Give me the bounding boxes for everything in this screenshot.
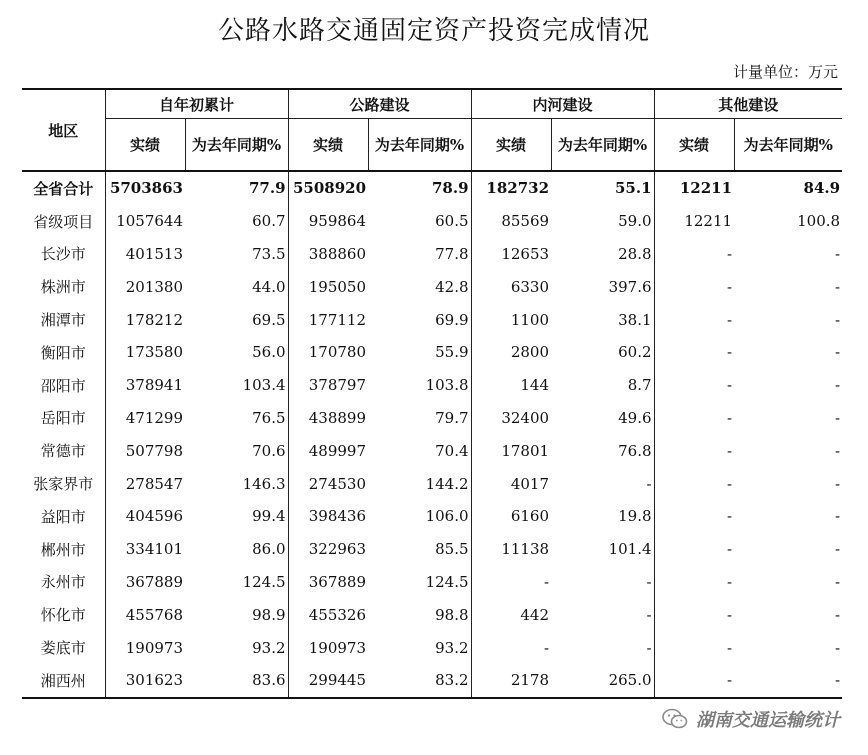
cell-total: 173580 xyxy=(105,336,185,369)
cell-total: 201380 xyxy=(105,270,185,303)
region-name: 郴州市 xyxy=(40,540,86,559)
cell-total-pct: 76.5 xyxy=(252,408,286,427)
cell-total-pct: 56.0 xyxy=(252,343,286,362)
cell-river-pct: 60.2 xyxy=(618,343,652,362)
header-yoy: 为去年同期% xyxy=(551,119,654,172)
header-actual: 实绩 xyxy=(654,119,734,172)
cell-total-pct: 73.5 xyxy=(252,244,286,263)
region-name: 湘潭市 xyxy=(40,311,86,330)
table-row xyxy=(22,500,842,533)
cell-river: 85569 xyxy=(471,205,551,238)
cell-other-pct: 100.8 xyxy=(797,212,841,231)
cell-total-pct: 103.4 xyxy=(242,376,286,395)
cell-river: 6160 xyxy=(471,500,551,533)
cell-other: - xyxy=(654,631,734,664)
cell-other-pct: 84.9 xyxy=(803,179,841,198)
cell-other-pct: - xyxy=(734,664,842,698)
cell-other: - xyxy=(654,270,734,303)
cell-total: 334101 xyxy=(105,533,185,566)
cell-total-pct: 60.7 xyxy=(252,212,286,231)
cell-road: 170780 xyxy=(288,336,368,369)
cell-other-pct: - xyxy=(834,572,841,591)
cell-total: 378941 xyxy=(105,369,185,402)
cell-river: - xyxy=(471,566,551,599)
cell-total: 178212 xyxy=(105,303,185,336)
region-name: 株洲市 xyxy=(40,278,86,297)
cell-road-pct: 78.9 xyxy=(431,179,469,198)
table-row xyxy=(22,205,842,238)
cell-river: 11138 xyxy=(471,533,551,566)
table-row xyxy=(22,664,842,698)
cell-road-pct: 42.8 xyxy=(435,277,469,296)
cell-road-pct: 83.2 xyxy=(368,664,471,698)
table-row xyxy=(22,467,842,500)
header-group-ytd: 自年初累计 xyxy=(105,89,288,119)
header-actual: 实绩 xyxy=(288,119,368,172)
header-actual: 实绩 xyxy=(471,119,551,172)
table-body xyxy=(22,171,842,698)
cell-river: 17801 xyxy=(471,434,551,467)
cell-other-pct: - xyxy=(834,540,841,559)
cell-other: 12211 xyxy=(654,205,734,238)
cell-road: 177112 xyxy=(288,303,368,336)
wechat-icon xyxy=(662,708,688,730)
cell-road-pct: 98.8 xyxy=(435,605,469,624)
header-group-other: 其他建设 xyxy=(654,89,842,119)
cell-other-pct: - xyxy=(834,277,841,296)
region-name: 湘西州 xyxy=(22,664,105,698)
cell-other: 12211 xyxy=(654,171,734,205)
cell-river: - xyxy=(471,631,551,664)
cell-road-pct: 93.2 xyxy=(435,638,469,657)
cell-total-pct: 99.4 xyxy=(252,507,286,526)
cell-total-pct: 70.6 xyxy=(252,441,286,460)
region-name: 岳阳市 xyxy=(40,409,86,428)
cell-total: 507798 xyxy=(105,434,185,467)
region-name: 张家界市 xyxy=(33,475,94,494)
header-yoy: 为去年同期% xyxy=(185,119,288,172)
table-row xyxy=(22,434,842,467)
cell-river: 2178 xyxy=(471,664,551,698)
cell-road-pct: 79.7 xyxy=(435,408,469,427)
region-name: 永州市 xyxy=(40,573,86,592)
cell-other: - xyxy=(654,500,734,533)
header-area: 地区 xyxy=(22,89,105,171)
cell-river: 2800 xyxy=(471,336,551,369)
cell-total-pct: 93.2 xyxy=(252,638,286,657)
cell-road-pct: 106.0 xyxy=(425,507,469,526)
table-row xyxy=(22,336,842,369)
region-name: 常德市 xyxy=(40,442,86,461)
cell-road: 388860 xyxy=(288,238,368,271)
table-row xyxy=(22,270,842,303)
cell-other-pct: - xyxy=(834,310,841,329)
cell-river: 1100 xyxy=(471,303,551,336)
cell-total: 471299 xyxy=(105,402,185,435)
cell-total: 401513 xyxy=(105,238,185,271)
region-name: 娄底市 xyxy=(40,639,86,658)
table-row xyxy=(22,631,842,664)
cell-road: 438899 xyxy=(288,402,368,435)
cell-total-pct: 98.9 xyxy=(252,605,286,624)
table-header xyxy=(22,89,842,171)
cell-river-pct: 19.8 xyxy=(618,507,652,526)
region-name: 邵阳市 xyxy=(40,376,86,395)
table-row xyxy=(22,533,842,566)
cell-other: - xyxy=(654,303,734,336)
cell-other: - xyxy=(654,533,734,566)
cell-total: 301623 xyxy=(105,664,185,698)
unit-label: 计量单位：万元 xyxy=(732,63,838,81)
cell-river: 6330 xyxy=(471,270,551,303)
table-row xyxy=(22,369,842,402)
cell-road: 190973 xyxy=(288,631,368,664)
cell-road: 455326 xyxy=(288,598,368,631)
cell-road-pct: 103.8 xyxy=(425,376,469,395)
cell-river: 144 xyxy=(471,369,551,402)
cell-river: 12653 xyxy=(471,238,551,271)
cell-total-pct: 86.0 xyxy=(252,540,286,559)
cell-river-pct: - xyxy=(646,638,652,657)
table-row-total xyxy=(22,171,842,205)
page-title: 公路水路交通固定资产投资完成情况 xyxy=(217,16,650,46)
cell-river-pct: 101.4 xyxy=(608,540,652,559)
cell-road-pct: 60.5 xyxy=(435,212,469,231)
cell-river-pct: - xyxy=(646,605,652,624)
cell-road-pct: 144.2 xyxy=(425,474,469,493)
cell-total-pct: 69.5 xyxy=(252,310,286,329)
cell-road: 959864 xyxy=(288,205,368,238)
cell-total-pct: 83.6 xyxy=(185,664,288,698)
cell-other-pct: - xyxy=(834,376,841,395)
cell-river-pct: 38.1 xyxy=(618,310,652,329)
header-group-river: 内河建设 xyxy=(471,89,654,119)
header-group-road: 公路建设 xyxy=(288,89,471,119)
region-name: 衡阳市 xyxy=(40,343,86,362)
cell-river: 442 xyxy=(471,598,551,631)
cell-other: - xyxy=(654,467,734,500)
cell-river-pct: 8.7 xyxy=(627,376,652,395)
cell-total-pct: 124.5 xyxy=(242,572,286,591)
cell-other: - xyxy=(654,402,734,435)
table-row xyxy=(22,303,842,336)
cell-road: 274530 xyxy=(288,467,368,500)
cell-road-pct: 55.9 xyxy=(435,343,469,362)
header-actual: 实绩 xyxy=(105,119,185,172)
cell-total: 190973 xyxy=(105,631,185,664)
cell-other-pct: - xyxy=(834,441,841,460)
cell-road-pct: 85.5 xyxy=(435,540,469,559)
cell-total: 5703863 xyxy=(105,171,185,205)
cell-river: 182732 xyxy=(471,171,551,205)
cell-other-pct: - xyxy=(834,244,841,263)
watermark-text: 湖南交通运输统计 xyxy=(696,710,840,731)
cell-road: 322963 xyxy=(288,533,368,566)
region-name: 省级项目 xyxy=(33,212,94,231)
cell-river-pct: 397.6 xyxy=(608,277,652,296)
cell-total: 367889 xyxy=(105,566,185,599)
cell-road-pct: 69.9 xyxy=(435,310,469,329)
cell-other-pct: - xyxy=(834,474,841,493)
cell-river-pct: 55.1 xyxy=(615,179,652,198)
cell-other: - xyxy=(654,369,734,402)
cell-other-pct: - xyxy=(834,507,841,526)
region-name: 怀化市 xyxy=(40,606,86,625)
investment-table xyxy=(22,88,842,699)
cell-road: 398436 xyxy=(288,500,368,533)
cell-other: - xyxy=(654,598,734,631)
cell-river-pct: 28.8 xyxy=(618,244,652,263)
cell-road: 5508920 xyxy=(288,171,368,205)
cell-other: - xyxy=(654,238,734,271)
cell-other: - xyxy=(654,336,734,369)
table-row xyxy=(22,566,842,599)
cell-road: 378797 xyxy=(288,369,368,402)
cell-road-pct: 70.4 xyxy=(435,441,469,460)
table-row xyxy=(22,402,842,435)
cell-river: 32400 xyxy=(471,402,551,435)
cell-total: 278547 xyxy=(105,467,185,500)
header-yoy: 为去年同期% xyxy=(734,119,842,172)
cell-other-pct: - xyxy=(834,605,841,624)
cell-road: 489997 xyxy=(288,434,368,467)
cell-road: 195050 xyxy=(288,270,368,303)
cell-other-pct: - xyxy=(834,343,841,362)
region-name: 全省合计 xyxy=(33,179,94,198)
cell-other: - xyxy=(654,664,734,698)
cell-total: 404596 xyxy=(105,500,185,533)
cell-total-pct: 44.0 xyxy=(252,277,286,296)
cell-total: 455768 xyxy=(105,598,185,631)
table-row xyxy=(22,598,842,631)
cell-total-pct: 77.9 xyxy=(248,179,286,198)
cell-road-pct: 77.8 xyxy=(435,244,469,263)
cell-road: 299445 xyxy=(288,664,368,698)
header-yoy: 为去年同期% xyxy=(368,119,471,172)
cell-road-pct: 124.5 xyxy=(425,572,469,591)
cell-other-pct: - xyxy=(834,638,841,657)
cell-river: 4017 xyxy=(471,467,551,500)
cell-other-pct: - xyxy=(834,408,841,427)
cell-river-pct: 49.6 xyxy=(618,408,652,427)
cell-other: - xyxy=(654,566,734,599)
cell-river-pct: - xyxy=(646,572,652,591)
cell-river-pct: 76.8 xyxy=(618,441,652,460)
cell-total: 1057644 xyxy=(105,205,185,238)
cell-river-pct: 59.0 xyxy=(618,212,652,231)
cell-total-pct: 146.3 xyxy=(242,474,286,493)
watermark xyxy=(662,704,840,734)
region-name: 益阳市 xyxy=(40,507,86,526)
cell-other: - xyxy=(654,434,734,467)
cell-river-pct: 265.0 xyxy=(551,664,654,698)
table-row xyxy=(22,238,842,271)
region-name: 长沙市 xyxy=(40,245,86,264)
cell-road: 367889 xyxy=(288,566,368,599)
cell-river-pct: - xyxy=(646,474,652,493)
